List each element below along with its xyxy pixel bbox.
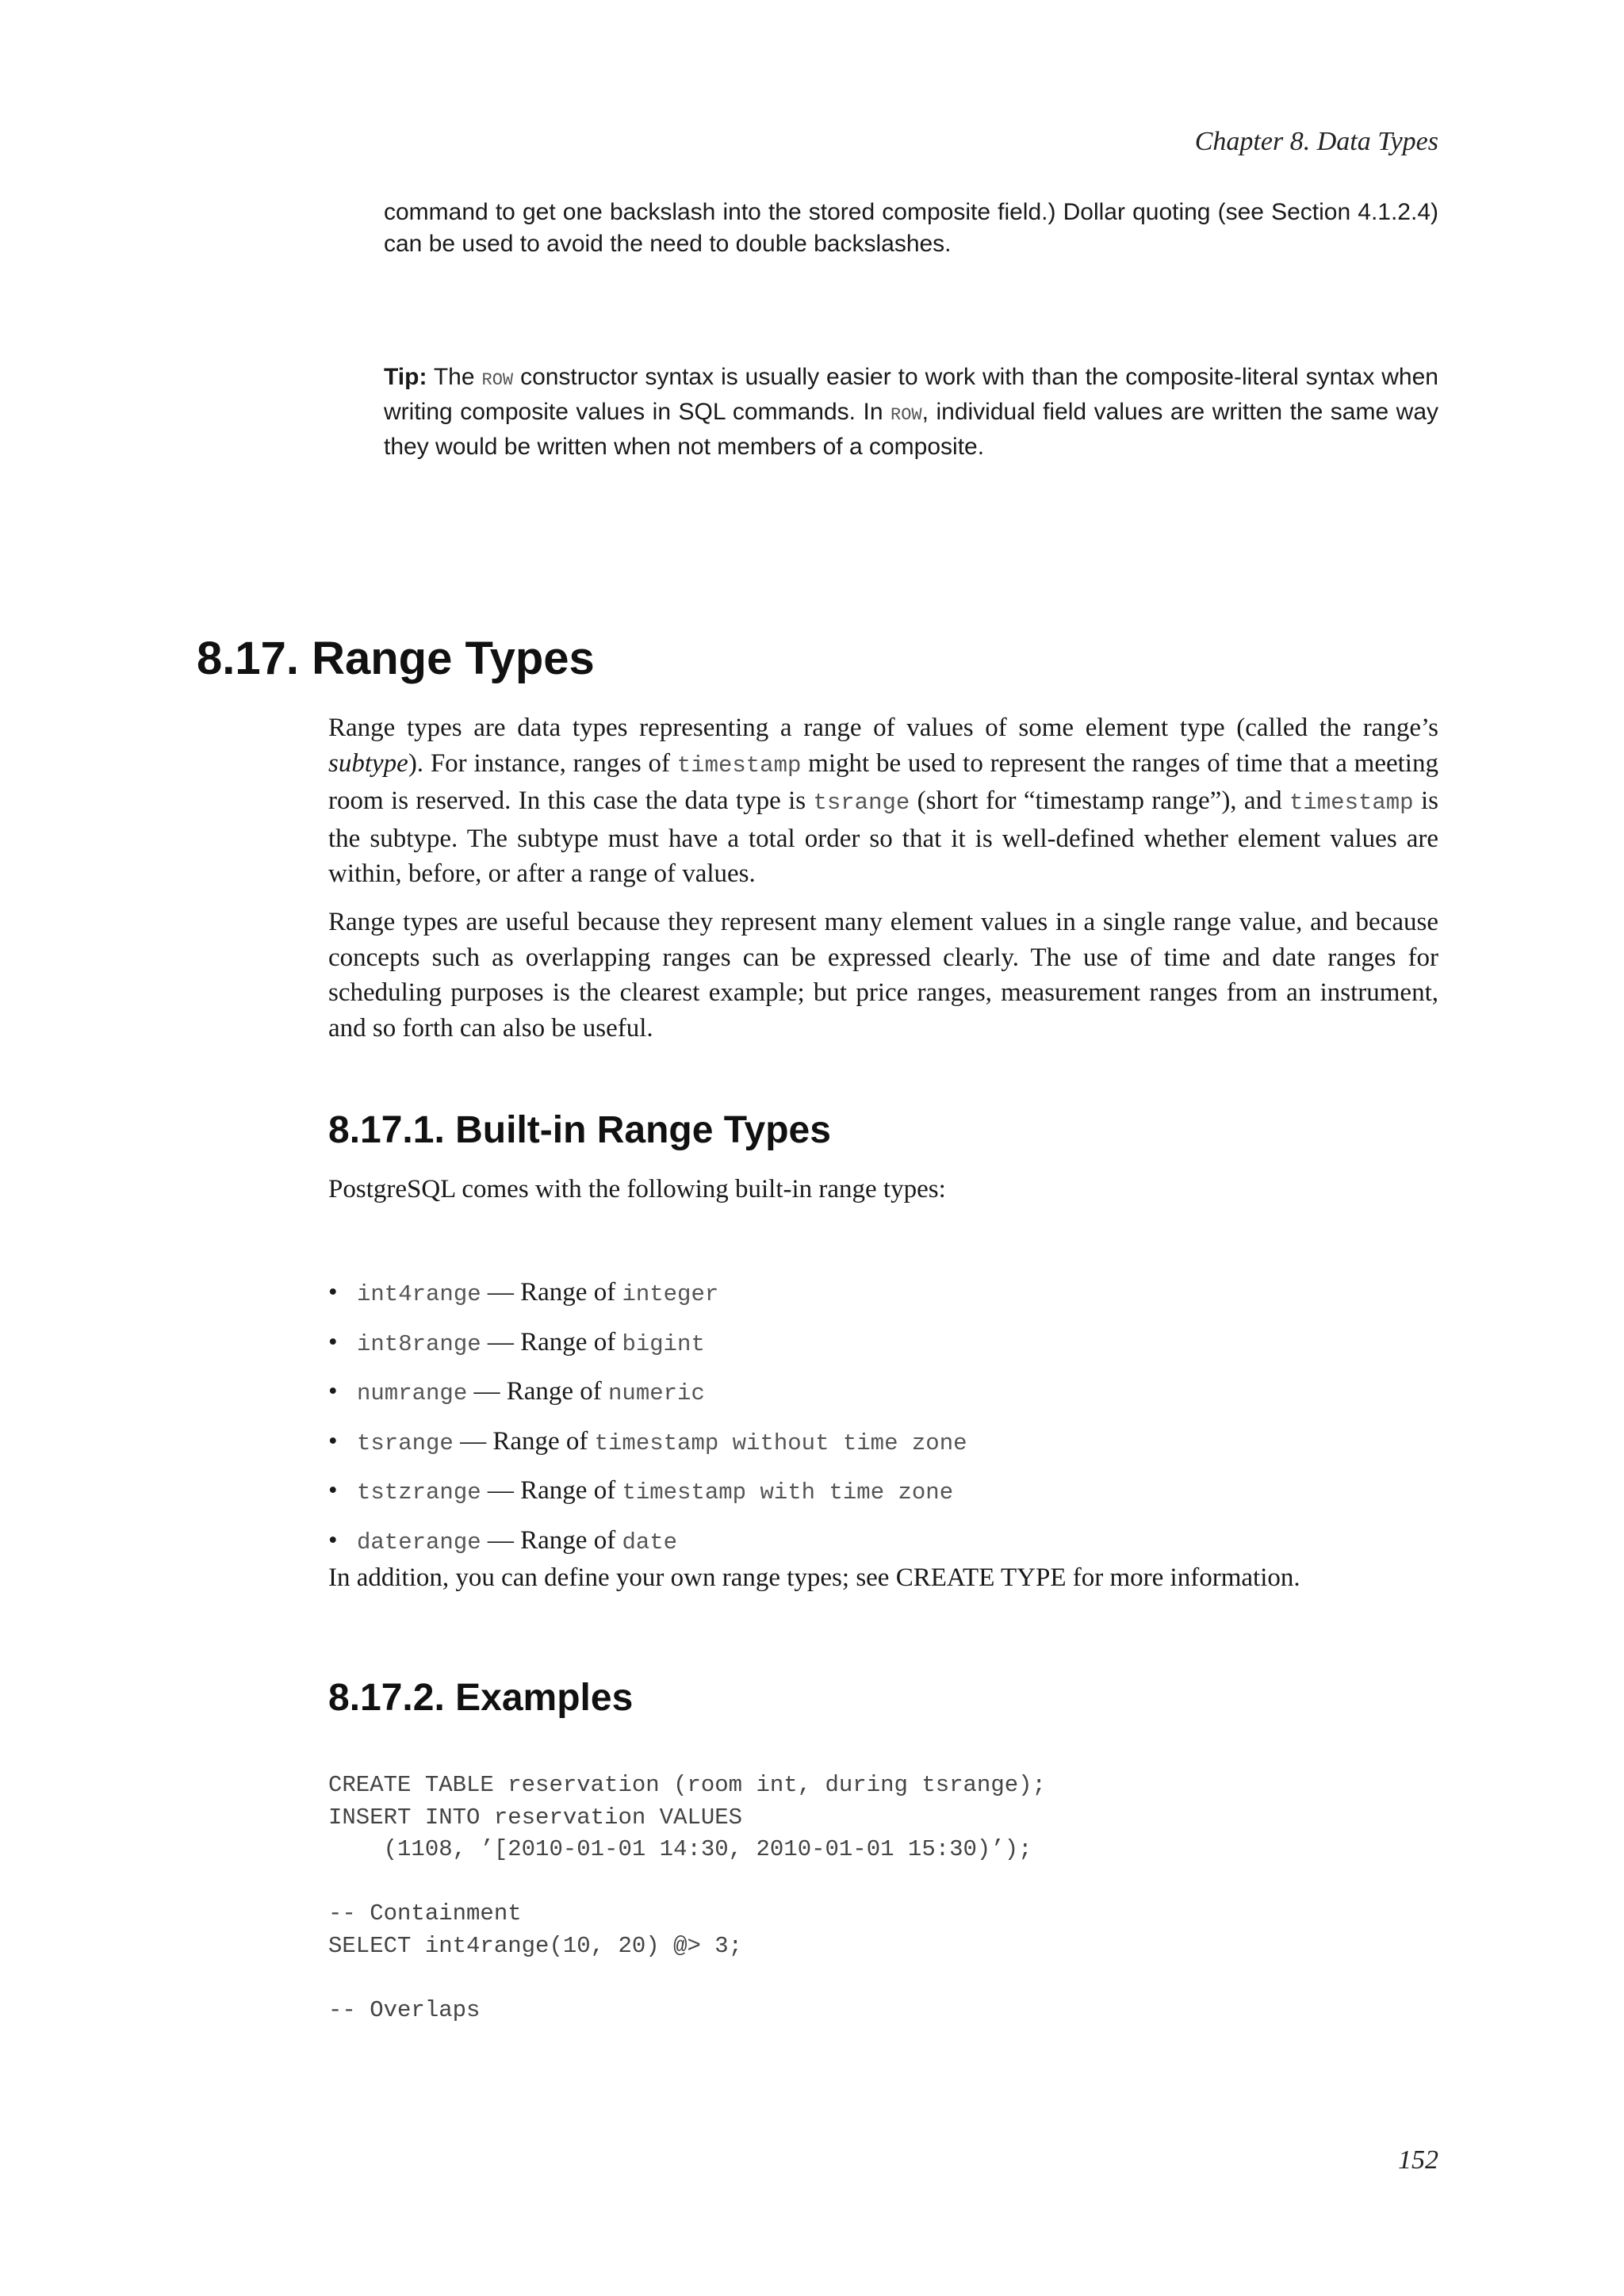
bullet: • [328,1426,338,1456]
inline-code: timestamp [1289,790,1414,816]
text: might be used to represent the ranges of time that a meeting room is reserved. In this case the data type is [328,748,1438,815]
subtype-name: integer [622,1281,719,1307]
code-example [328,1770,1046,2026]
tip-text: The [427,364,482,390]
list-item [328,1322,1438,1372]
subtype-name: bigint [622,1330,705,1357]
code-line [328,1962,1046,1995]
list-item [328,1272,1438,1322]
separator-text: — Range of [467,1377,609,1406]
text: is the subtype. The subtype must have a total order so that it is well-defined whether element values are within, before, or after a range of values. [328,786,1438,888]
separator-text: — Range of [481,1327,622,1357]
subsection-title-builtin: 8.17.1. Built-in Range Types [328,1109,831,1151]
section-paragraph-1 [328,710,1438,892]
separator-text: — Range of [481,1278,622,1307]
inline-code: tsrange [813,790,910,816]
tip-label: Tip: [384,364,427,390]
code-line: (1108, ’[2010-01-01 14:30, 2010-01-01 15:30)’); [328,1836,1032,1862]
separator-text: — Range of [481,1476,622,1505]
bullet: • [328,1377,338,1406]
code-line: INSERT INTO reservation VALUES [328,1804,743,1831]
section-paragraph-2: Range types are useful because they represent many element values in a single range value, and because concepts such as overlapping ranges can be expressed clearly. The use of time and date ranges for scheduling purposes is the clearest example; but price ranges, measurement ranges from an instrument, and so forth can also be useful. [328,908,1438,1043]
code-line: CREATE TABLE reservation (room int, during tsrange); [328,1772,1046,1798]
code-line: -- Overlaps [328,1996,481,2023]
inline-code: ROW [481,370,514,390]
subtype-name: date [622,1529,678,1556]
bullet: • [328,1476,338,1505]
section-title: 8.17. Range Types [197,633,595,684]
bullet: • [328,1525,338,1555]
intro-paragraph: command to get one backslash into the stored composite field.) Dollar quoting (see Section 4.1.2.4) can be used to avoid the need to double backslashes. [384,199,1438,257]
inline-code: timestamp [676,752,802,779]
subtype-name: timestamp with time zone [622,1479,954,1506]
subtype-name: timestamp without time zone [594,1429,967,1456]
range-type-name: daterange [357,1529,481,1556]
builtin-outro: In addition, you can define your own range types; see CREATE TYPE for more information. [328,1563,1300,1592]
builtin-intro: PostgreSQL comes with the following built-in range types: [328,1175,946,1203]
running-header: Chapter 8. Data Types [1194,127,1438,156]
range-type-name: int4range [357,1281,481,1307]
inline-code: ROW [891,405,922,425]
tip-note [384,362,1438,463]
separator-text: — Range of [453,1426,595,1456]
page-number: 152 [1398,2145,1438,2175]
tip-text: constructor syntax is usually easier to work with than the composite-literal syntax when writing composite values in SQL commands. In [384,364,1438,425]
list-item [328,1371,1438,1421]
emphasis: subtype [328,748,408,778]
list-item [328,1470,1438,1520]
range-type-name: tstzrange [357,1479,481,1506]
range-type-name: tsrange [357,1429,454,1456]
subtype-name: numeric [608,1380,705,1406]
bullet: • [328,1278,338,1307]
text: Range types are data types representing a range of values of some element type (called the range’s [328,714,1438,742]
subsection-title-examples: 8.17.2. Examples [328,1677,634,1719]
separator-text: — Range of [481,1525,622,1555]
code-line [328,1866,1046,1899]
tip-text: , individual field values are written the same way they would be written when not members of a composite. [384,399,1438,460]
code-line: -- Containment [328,1900,522,1927]
text: (short for “timestamp range”), and [910,786,1289,815]
range-type-name: numrange [357,1380,468,1406]
text: ). For instance, ranges of [408,748,677,778]
range-type-name: int8range [357,1330,481,1357]
range-type-list [328,1272,1438,1569]
bullet: • [328,1327,338,1357]
list-item [328,1421,1438,1471]
code-line: SELECT int4range(10, 20) @> 3; [328,1932,743,1959]
